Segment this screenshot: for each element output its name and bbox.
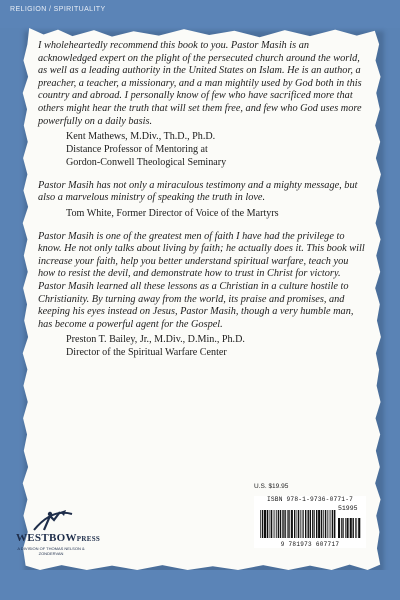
endorsement-2 bbox=[38, 180, 366, 221]
barcode-bar bbox=[300, 510, 301, 538]
barcode-bar bbox=[262, 510, 263, 538]
endorsement-attribution bbox=[66, 334, 366, 360]
barcode-bar bbox=[332, 510, 333, 538]
barcode-bar bbox=[287, 510, 288, 538]
barcode-bar bbox=[341, 518, 342, 538]
barcode-bar bbox=[291, 510, 293, 538]
barcode-bar bbox=[267, 510, 268, 538]
barcode-bar bbox=[298, 510, 299, 538]
barcode-bar bbox=[297, 510, 298, 538]
barcode-bar bbox=[294, 510, 295, 538]
barcode-bar bbox=[347, 518, 349, 538]
price-label: U.S. $19.95 bbox=[254, 483, 289, 490]
endorsement-3 bbox=[38, 231, 366, 360]
barcode-bar bbox=[314, 510, 315, 538]
barcode-bar bbox=[321, 510, 322, 538]
barcode-bar bbox=[316, 510, 317, 538]
barcode-bar bbox=[310, 510, 311, 538]
endorsement-attribution bbox=[66, 208, 366, 221]
barcode-bar bbox=[308, 510, 309, 538]
barcode-bar bbox=[329, 510, 330, 538]
barcode-bar bbox=[284, 510, 285, 538]
barcode-bar bbox=[269, 510, 270, 538]
barcode-bar bbox=[353, 518, 354, 538]
endorsements bbox=[38, 40, 366, 370]
barcode-bar bbox=[325, 510, 326, 538]
barcode-bar bbox=[288, 510, 289, 538]
attribution-line: Tom White, Former Director of Voice of the Martyrs bbox=[66, 207, 279, 219]
publisher-tagline: A DIVISION OF THOMAS NELSON & ZONDERVAN bbox=[17, 546, 85, 556]
publisher-name bbox=[16, 532, 101, 544]
barcode-bar bbox=[331, 510, 332, 538]
barcode-bar bbox=[282, 510, 283, 538]
barcode-bar bbox=[355, 518, 356, 538]
barcode-bar bbox=[338, 518, 340, 538]
endorsement-attribution bbox=[66, 131, 366, 169]
barcode-bar bbox=[271, 510, 272, 538]
isbn-text: ISBN 978-1-9736-0771-7 bbox=[266, 496, 354, 503]
endorsement-quote: Pastor Masih is one of the greatest men of faith I have had the privilege to know. He not only talks about living by faith; he actually does it. This book will increase your faith, help you better understand spiritual warfare, teach you how to resist the devil, and demonstrate how to trust in Christ for victory. Pastor Masih learned all these lessons as a Christian in a culture hostile to Christianity. By turning away from the world, its praise and promises, and keeping his eyes instead on Jesus, Pastor Masih, though a very humble man, has become a powerful agent for the Gospel. bbox=[38, 230, 365, 330]
bottom-strip bbox=[0, 570, 400, 600]
top-strip bbox=[0, 0, 400, 28]
barcode-number: 9 781973 607717 bbox=[280, 541, 340, 548]
endorsement-1 bbox=[38, 40, 366, 170]
publisher-name-main: WESTBOW bbox=[16, 532, 77, 544]
attribution-line: Distance Professor of Mentoring at bbox=[66, 143, 208, 155]
barcode-bar bbox=[273, 510, 274, 538]
barcode-bar bbox=[280, 510, 281, 538]
barcode-bar bbox=[260, 510, 261, 538]
barcode-bar bbox=[334, 510, 335, 538]
attribution-line: Preston T. Bailey, Jr., M.Div., D.Min., Ph.D. bbox=[66, 334, 245, 346]
price-code: 51995 bbox=[338, 505, 358, 512]
barcode-bar bbox=[318, 510, 320, 538]
barcode-bar bbox=[303, 510, 304, 538]
barcode-bar bbox=[264, 510, 266, 538]
barcode-bar bbox=[350, 518, 352, 538]
endorsement-quote: I wholeheartedly recommend this book to you. Pastor Masih is an acknowledged expert on the plight of the persecuted church around the world, as well as a leading authority in the United States on Islam. He is an author, a preacher, a teacher, a missionary, and a man mightily used by God both in this country and abroad. I personally know of few who have sacrificed more that others might hear the truth that will set them free, and few who God uses more powerfully on a daily basis. bbox=[38, 40, 362, 127]
attribution-line: Gordon-Conwell Theological Seminary bbox=[66, 156, 227, 168]
barcode-bar bbox=[278, 510, 279, 538]
publisher-name-suffix: PRESS bbox=[76, 535, 101, 543]
attribution-line: Kent Mathews, M.Div., Th.D., Ph.D. bbox=[66, 131, 216, 143]
barcode-bar bbox=[323, 510, 324, 538]
barcode-bar bbox=[276, 510, 277, 538]
category-label: RELIGION / SPIRITUALITY bbox=[10, 6, 106, 13]
barcode-bar bbox=[356, 518, 357, 538]
barcode-bar bbox=[343, 518, 344, 538]
barcode-bar bbox=[302, 510, 303, 538]
barcode-bar bbox=[327, 510, 328, 538]
endorsement-quote: Pastor Masih has not only a miraculous testimony and a mighty message, but also a marvelous ministry of speaking the truth in love. bbox=[38, 179, 358, 204]
barcode-bar bbox=[358, 518, 360, 538]
barcode-bar bbox=[312, 510, 313, 538]
attribution-line: Director of the Spiritual Warfare Center bbox=[66, 347, 227, 359]
barcode-bar bbox=[275, 510, 276, 538]
barcode-bar bbox=[345, 518, 346, 538]
barcode-bar bbox=[305, 510, 306, 538]
